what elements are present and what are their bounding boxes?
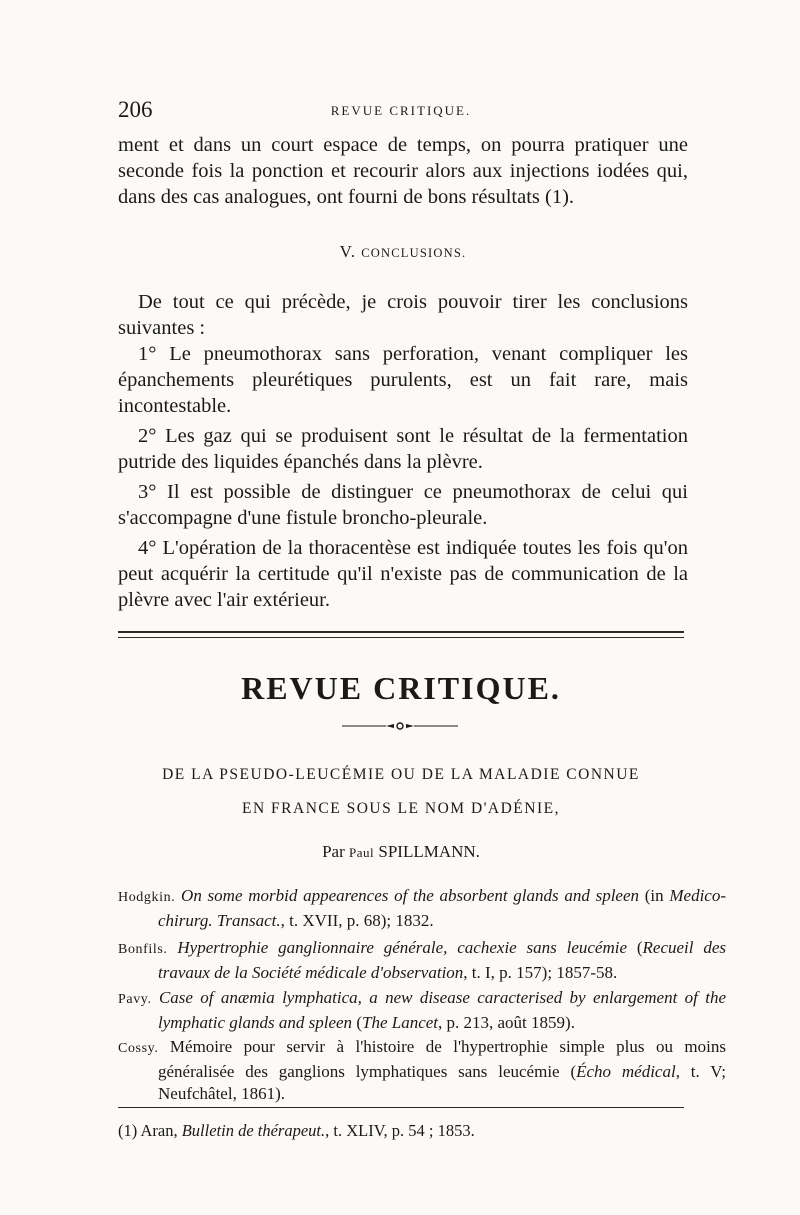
article-title-line: EN FRANCE SOUS LE NOM D'ADÉNIE, — [242, 800, 560, 817]
reference-author: Bonfils. — [118, 942, 168, 957]
double-rule-divider — [118, 631, 684, 638]
reference-details: , p. 213, août 1859). — [438, 1012, 575, 1032]
reference-open: ( — [352, 1012, 362, 1032]
running-head — [118, 97, 684, 125]
author-last-name: SPILLMANN. — [378, 842, 480, 861]
author-first-name: Paul — [349, 845, 375, 860]
running-head-title: REVUE CRITIQUE. — [330, 103, 472, 118]
footnote-author: Aran, — [140, 1121, 178, 1140]
reference-lead: Mémoire pour servir à l'histoire de l'hypertrophie simple plus ou moins généralisée des ganglions lymphatiques sans leucémie — [158, 1037, 726, 1081]
reference-details: , t. XVII, p. 68); 1832. — [280, 910, 434, 930]
footnote — [118, 1121, 684, 1141]
reference-title: On some morbid appearences of the absorbent glands and spleen — [181, 886, 640, 905]
reference-title: Hypertrophie ganglionnaire générale, cachexie sans leucémie — [177, 938, 628, 957]
reference-item — [118, 885, 726, 932]
reference-details: , t. V; Neufchâtel, 1861). — [158, 1061, 727, 1103]
section-title: CONCLUSIONS. — [361, 246, 467, 260]
reference-author: Pavy. — [118, 992, 152, 1007]
author-line — [118, 842, 684, 862]
reference-title: Case of anæmia lymphatica, a new disease caracterised by enlargement of the lymphatic glands and spleen — [158, 988, 726, 1032]
reference-details: , t. I, p. 157); 1857-58. — [463, 962, 618, 982]
reference-open: ( — [627, 938, 643, 957]
page-number: 206 — [118, 97, 153, 122]
footnote-marker: (1) — [118, 1121, 138, 1140]
intro-paragraph: ment et dans un court espace de temps, on pourra pratiquer une seconde fois la ponction et recourir alors aux injections iodées qui, dans des cas analogues, ont fourni de bons résultats (1). — [118, 134, 688, 208]
section-number: V. — [339, 242, 357, 261]
footnote-rule — [118, 1107, 684, 1108]
conclusion-item: 4° L'opération de la thoracentèse est indiquée toutes les fois qu'on peut acquérir la certitude qu'il n'existe pas de communication de la plèvre avec l'air extérieur. — [118, 537, 688, 611]
reference-source: Écho médical — [576, 1061, 676, 1081]
reference-author: Cossy. — [118, 1041, 159, 1056]
reference-source: The Lancet — [361, 1012, 439, 1032]
conclusion-item: 2° Les gaz qui se produisent sont le résultat de la fermentation putride des liquides épanchés dans la plèvre. — [118, 425, 688, 473]
reference-source: Recueil des travaux de la Société médicale d'observation — [158, 938, 726, 982]
conclusion-item: 1° Le pneumothorax sans perforation, venant compliquer les épanchements pleurétiques purulents, est un fait rare, mais incontestable. — [118, 343, 688, 417]
reference-source: Medico-chirurg. Transact. — [158, 886, 727, 930]
main-heading: REVUE CRITIQUE. — [241, 670, 561, 706]
reference-author: Hodgkin. — [118, 890, 176, 905]
section-heading — [118, 242, 688, 262]
reference-item — [118, 987, 726, 1034]
reference-item — [118, 1036, 726, 1106]
footnote-details: , t. XLIV, p. 54 ; 1853. — [325, 1121, 475, 1140]
reference-item — [118, 937, 726, 984]
reference-open: (in — [639, 886, 670, 905]
conclusion-item: 3° Il est possible de distinguer ce pneumothorax de celui qui s'accompagne d'une fistule broncho-pleurale. — [118, 481, 688, 529]
reference-open: ( — [559, 1061, 577, 1081]
conclusions-intro: De tout ce qui précède, je crois pouvoir tirer les conclusions suivantes : — [118, 291, 688, 339]
author-prefix: Par — [322, 842, 345, 861]
article-title-line: DE LA PSEUDO-LEUCÉMIE OU DE LA MALADIE CONNUE — [162, 766, 640, 783]
ornament-divider — [340, 719, 460, 733]
footnote-source: Bulletin de thérapeut. — [181, 1121, 326, 1140]
